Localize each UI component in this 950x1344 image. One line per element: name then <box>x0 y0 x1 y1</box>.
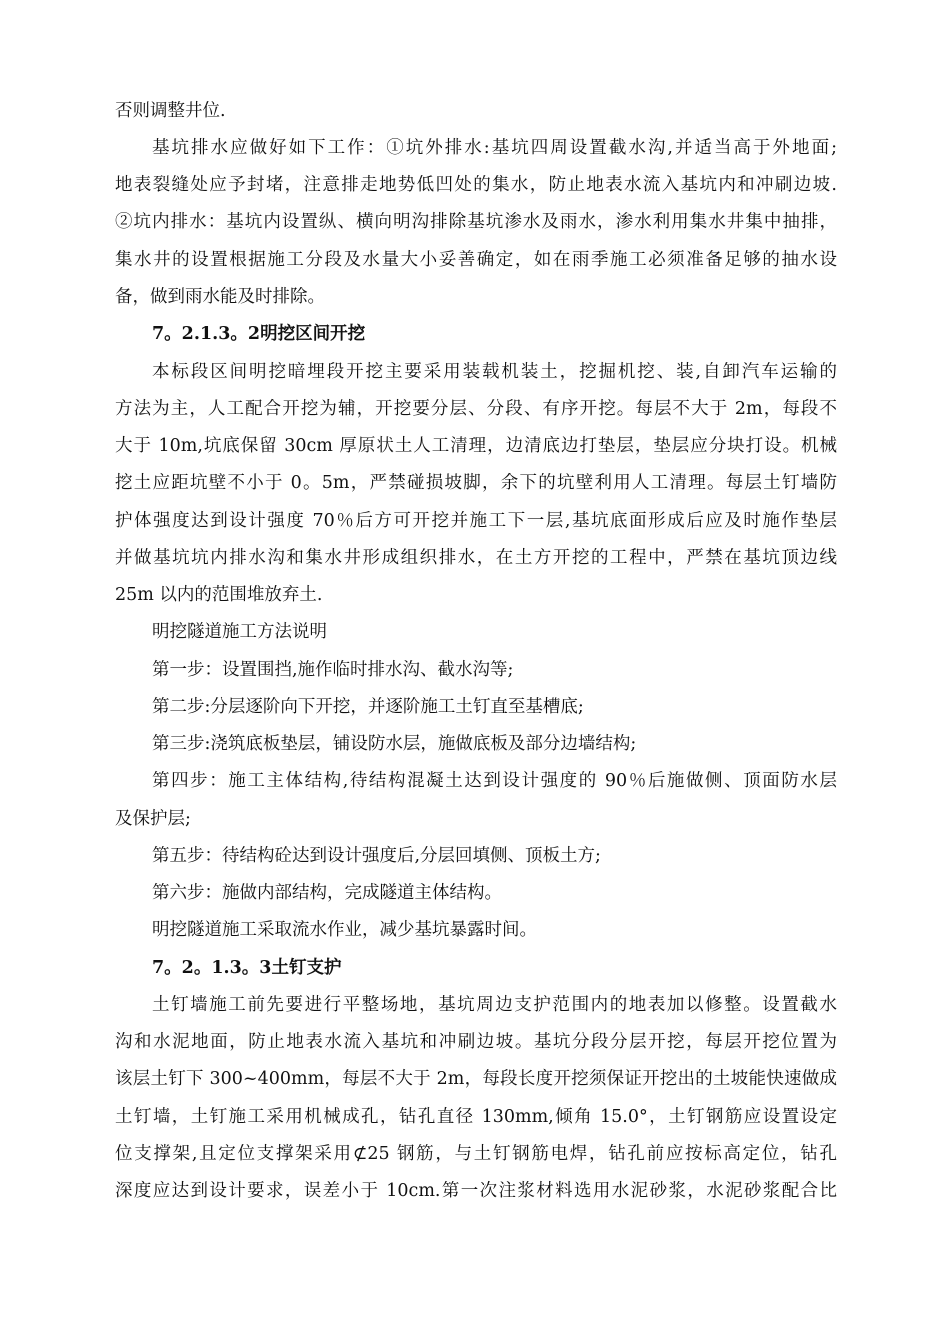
paragraph-line: 土钉墙施工前先要进行平整场地，基坑周边支护范围内的地表加以修整。设置截水 <box>152 995 837 1015</box>
text-line: 并做基坑坑内排水沟和集水井形成组织排水，在土方开挖的工程中，严禁在基坑顶边线 <box>115 548 837 568</box>
text-line: 护体强度达到设计强度 70％后方可开挖并施工下一层,基坑底面形成后应及时施作垫层 <box>115 511 837 531</box>
text-line: 地表裂缝处应予封堵，注意排走地势低凹处的集水，防止地表水流入基坑内和冲刷边坡. <box>115 175 837 195</box>
step-line: 第三步:浇筑底板垫层，铺设防水层，施做底板及部分边墙结构; <box>152 734 637 754</box>
text-line: 位支撑架,且定位支撑架采用⊄25 钢筋，与土钉钢筋电焊，钻孔前应按标高定位，钻孔 <box>115 1144 837 1164</box>
text-line: 大于 10m,坑底保留 30cm 厚原状土人工清理，边清底边打垫层，垫层应分块打设。机械 <box>115 436 837 456</box>
paragraph-line: 基坑排水应做好如下工作：①坑外排水:基坑四周设置截水沟,并适当高于外地面; <box>152 138 837 158</box>
text-line: 该层土钉下 300~400mm，每层不大于 2m，每段长度开挖须保证开挖出的土坡能快速做成 <box>115 1069 837 1089</box>
text-line: 及保护层; <box>115 809 191 829</box>
step-line: 第六步：施做内部结构，完成隧道主体结构。 <box>152 883 502 903</box>
step-line: 第四步：施工主体结构,待结构混凝土达到设计强度的 90％后施做侧、顶面防水层 <box>152 771 837 791</box>
section-heading: 7。2.1.3。2明挖区间开挖 <box>152 324 366 344</box>
text-line: 土钉墙，土钉施工采用机械成孔，钻孔直径 130mm,倾角 15.0°，土钉钢筋应设置设定 <box>115 1107 837 1127</box>
text-line: 备，做到雨水能及时排除。 <box>115 287 325 307</box>
text-line: 深度应达到设计要求，误差小于 10cm.第一次注浆材料选用水泥砂浆，水泥砂浆配合比 <box>115 1181 837 1201</box>
section-heading: 7。2。1.3。3土钉支护 <box>152 958 342 978</box>
text-line: 否则调整井位. <box>115 101 226 121</box>
text-line: 挖土应距坑壁不小于 0。5m，严禁碰损坡脚，余下的坑壁利用人工清理。每层土钉墙防 <box>115 473 837 493</box>
text-line: 25m 以内的范围堆放弃土. <box>115 585 323 605</box>
text-line: 方法为主，人工配合开挖为辅，开挖要分层、分段、有序开挖。每层不大于 2m，每段不 <box>115 399 837 419</box>
paragraph-line: 本标段区间明挖暗埋段开挖主要采用装载机装土，挖掘机挖、装,自卸汽车运输的 <box>152 362 837 382</box>
paragraph-line: 明挖隧道施工采取流水作业，减少基坑暴露时间。 <box>152 920 537 940</box>
text-line: 集水井的设置根据施工分段及水量大小妥善确定，如在雨季施工必须准备足够的抽水设 <box>115 250 837 270</box>
step-line: 第二步:分层逐阶向下开挖，并逐阶施工土钉直至基槽底; <box>152 697 584 717</box>
paragraph-line: 明挖隧道施工方法说明 <box>152 622 327 642</box>
text-line: ②坑内排水：基坑内设置纵、横向明沟排除基坑渗水及雨水，渗水利用集水井集中抽排， <box>115 212 837 232</box>
step-line: 第一步：设置围挡,施作临时排水沟、截水沟等; <box>152 660 514 680</box>
text-line: 沟和水泥地面，防止地表水流入基坑和冲刷边坡。基坑分段分层开挖，每层开挖位置为 <box>115 1032 837 1052</box>
step-line: 第五步：待结构砼达到设计强度后,分层回填侧、顶板土方; <box>152 846 601 866</box>
